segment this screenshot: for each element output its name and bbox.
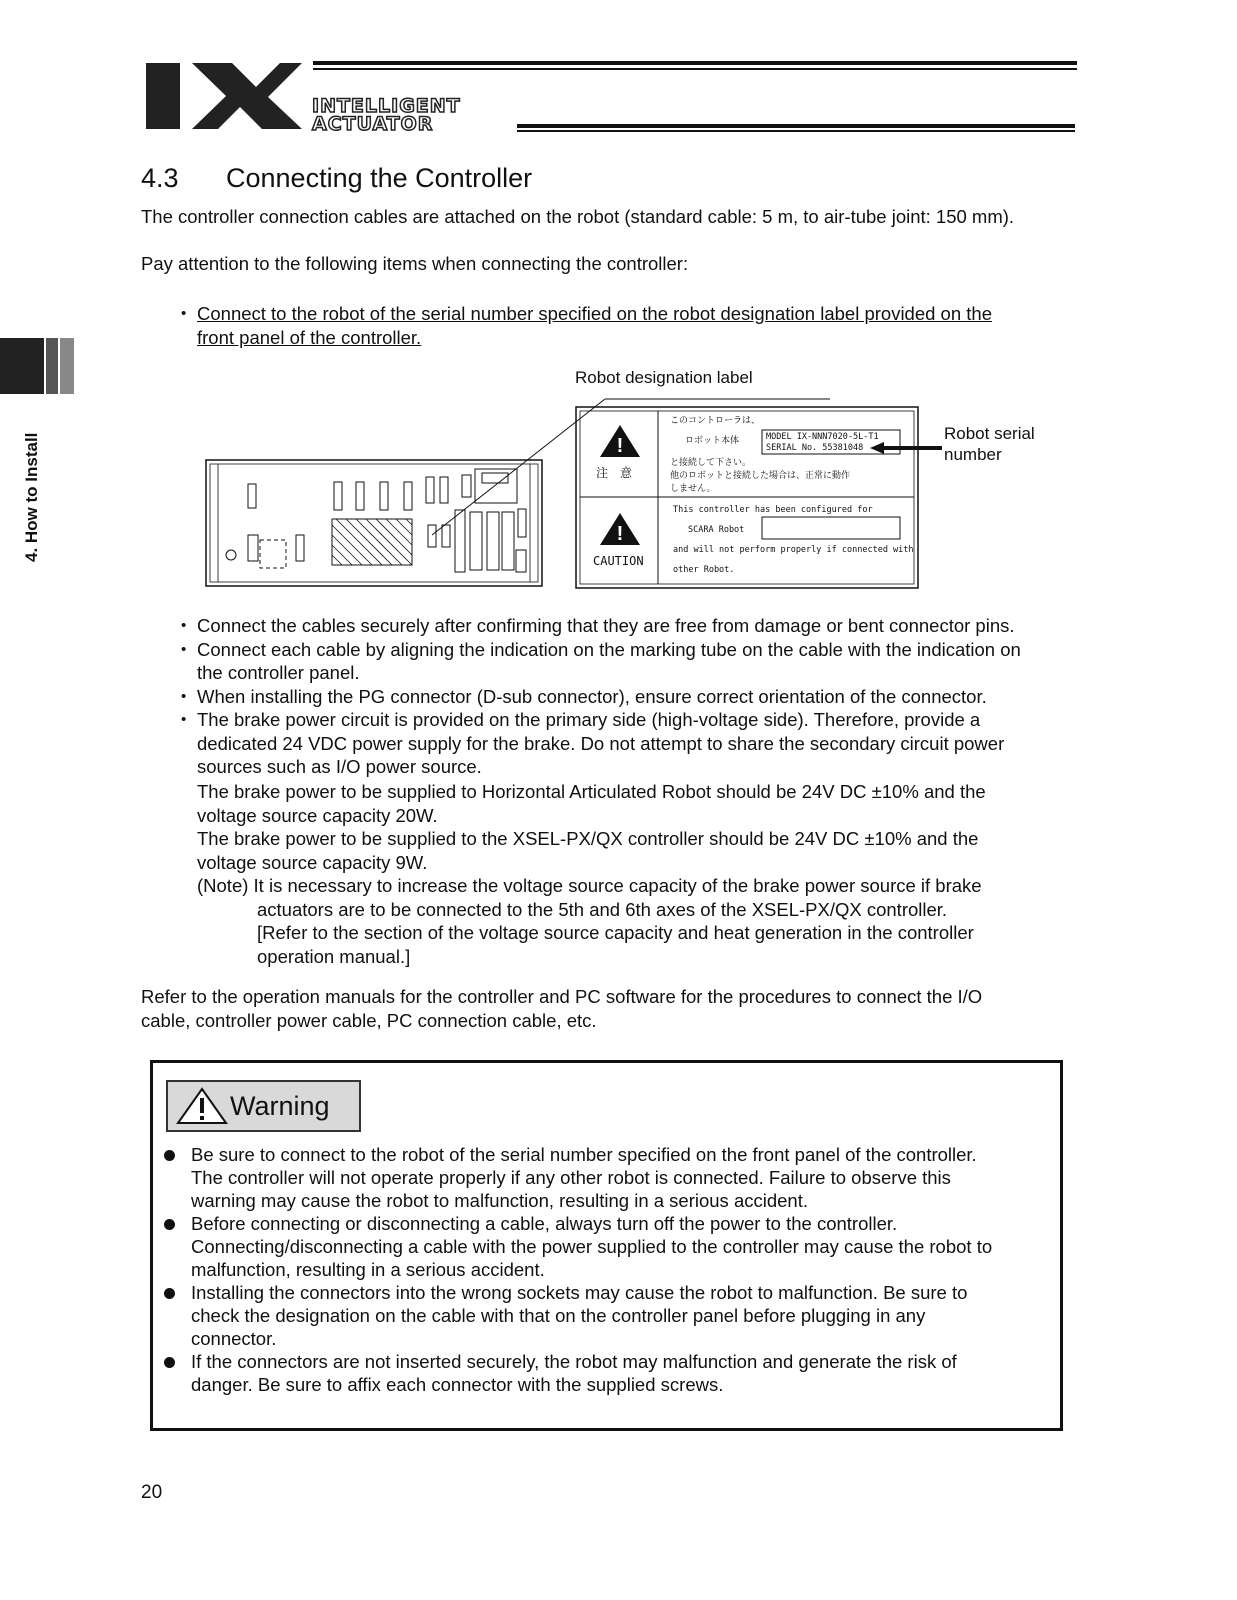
bullet-line: front panel of the controller.	[197, 326, 422, 348]
designation-label-caption: Robot designation label	[575, 368, 753, 387]
chapter-tab	[0, 338, 74, 394]
label-text: 他のロボットと接続した場合は、正常に動作	[670, 471, 851, 481]
chapter-label: 4. How to Install	[22, 432, 41, 562]
warning-list	[164, 1143, 1054, 1396]
serial-label-caption	[944, 423, 1035, 465]
label-text: MODEL IX-NNN7020-5L-T1	[766, 432, 879, 442]
warning-line: If the connectors are not inserted securely, the robot may malfunction and generate the risk of	[191, 1351, 957, 1372]
list-item	[181, 638, 1081, 685]
paragraph-line: voltage source capacity 9W.	[197, 851, 428, 873]
list-item	[181, 708, 1081, 779]
bullet-line: Connect the cables securely after confirming that they are free from damage or bent connector pins.	[197, 615, 1015, 636]
bullet-line: sources such as I/O power source.	[197, 756, 482, 777]
refer-paragraph	[141, 985, 982, 1032]
paragraph-line: voltage source capacity 20W.	[197, 804, 438, 826]
controller-figure	[200, 385, 950, 595]
section-title-text: Connecting the Controller	[226, 163, 533, 193]
label-text: This controller has been configured for	[673, 505, 873, 515]
header-rule-bottom-thin	[517, 130, 1075, 132]
caption-line: Robot serial	[944, 424, 1035, 443]
label-text: other Robot.	[673, 565, 735, 575]
note-line: actuators are to be connected to the 5th and 6th axes of the XSEL-PX/QX controller.	[257, 898, 948, 920]
list-item	[181, 302, 1081, 349]
note-line: It is necessary to increase the voltage source capacity of the brake power source if brake	[253, 875, 982, 896]
caption-line: number	[944, 445, 1002, 464]
header-rule-bottom	[517, 124, 1075, 128]
header-rule-top	[313, 61, 1077, 65]
label-text: と接続して下さい。	[670, 458, 752, 468]
intro-paragraph: The controller connection cables are attached on the robot (standard cable: 5 m, to air-tube joint: 150 mm).	[141, 206, 1015, 227]
header-rule-top-thin	[313, 68, 1077, 70]
first-bullet-list	[181, 302, 1081, 349]
brake-paragraphs	[197, 780, 1077, 968]
paragraph-line: The brake power to be supplied to Horizontal Articulated Robot should be 24V DC ±10% and the	[197, 781, 986, 802]
controller-panel	[206, 460, 542, 586]
svg-text:!: !	[616, 435, 624, 457]
intro-paragraph: Pay attention to the following items when connecting the controller:	[141, 253, 689, 274]
warning-line: Before connecting or disconnecting a cable, always turn off the power to the controller.	[191, 1213, 898, 1234]
svg-text:!: !	[616, 523, 624, 545]
warning-line: malfunction, resulting in a serious accident.	[191, 1259, 545, 1280]
label-text: ロボット本体	[685, 436, 740, 446]
ix-logo	[144, 61, 304, 131]
warning-line: danger. Be sure to affix each connector with the supplied screws.	[191, 1374, 724, 1395]
warning-line: connector.	[191, 1328, 277, 1349]
logo-line1: INTELLIGENT	[312, 95, 461, 117]
arrow-head-icon	[870, 442, 884, 454]
bullet-line: When installing the PG connector (D-sub connector), ensure correct orientation of the connector.	[197, 685, 987, 707]
list-item	[181, 614, 1081, 638]
label-text: 注 意	[596, 466, 633, 480]
warning-line: Be sure to connect to the robot of the serial number specified on the front panel of the controller.	[191, 1144, 977, 1165]
list-item	[164, 1143, 1054, 1212]
label-text: CAUTION	[593, 554, 644, 568]
warning-line: Connecting/disconnecting a cable with the power supplied to the controller may cause the robot to	[191, 1236, 993, 1257]
warning-line: check the designation on the cable with that on the controller panel before plugging in any	[191, 1305, 926, 1326]
list-item	[181, 685, 1081, 709]
page-number: 20	[141, 1482, 163, 1503]
logo-line2: ACTUATOR	[312, 113, 434, 135]
bullet-line: Connect each cable by aligning the indication on the marking tube on the cable with the indication on	[197, 638, 1021, 660]
label-text: SCARA Robot	[688, 525, 745, 535]
bullet-line: the controller panel.	[197, 662, 360, 683]
paragraph-line: cable, controller power cable, PC connection cable, etc.	[141, 1009, 597, 1031]
list-item	[164, 1281, 1054, 1350]
bullet-line: dedicated 24 VDC power supply for the brake. Do not attempt to share the secondary circuit power	[197, 732, 1005, 754]
label-text: しません。	[670, 484, 716, 494]
paragraph-line: Refer to the operation manuals for the controller and PC software for the procedures to connect the I/O	[141, 986, 983, 1007]
warning-line: Installing the connectors into the wrong sockets may cause the robot to malfunction. Be sure to	[191, 1282, 968, 1303]
list-item	[164, 1212, 1054, 1281]
label-text: このコントローラは、	[670, 416, 761, 426]
warning-line: The controller will not operate properly if any other robot is connected. Failure to observe this	[191, 1167, 951, 1188]
section-number: 4.3	[141, 163, 179, 193]
cable-bullets	[181, 614, 1081, 779]
label-text: and will not perform properly if connected with	[673, 545, 914, 555]
bullet-line: Connect to the robot of the serial number specified on the robot designation label provided on the	[197, 303, 992, 324]
section-title	[141, 163, 532, 194]
paragraph-line: The brake power to be supplied to the XSEL-PX/QX controller should be 24V DC ±10% and the	[197, 828, 979, 849]
note-line: [Refer to the section of the voltage source capacity and heat generation in the controller	[257, 922, 974, 943]
note-prefix: (Note)	[197, 875, 249, 896]
warning-title-box	[166, 1080, 361, 1132]
warning-title: Warning	[230, 1091, 330, 1121]
note-line: operation manual.]	[257, 945, 411, 967]
list-item	[164, 1350, 1054, 1396]
warning-line: warning may cause the robot to malfunction, resulting in a serious accident.	[191, 1190, 808, 1211]
label-text: SERIAL No. 55381048	[766, 443, 864, 453]
warning-triangle-icon	[176, 1087, 228, 1125]
bullet-line: The brake power circuit is provided on the primary side (high-voltage side). Therefore, provide a	[197, 709, 981, 730]
